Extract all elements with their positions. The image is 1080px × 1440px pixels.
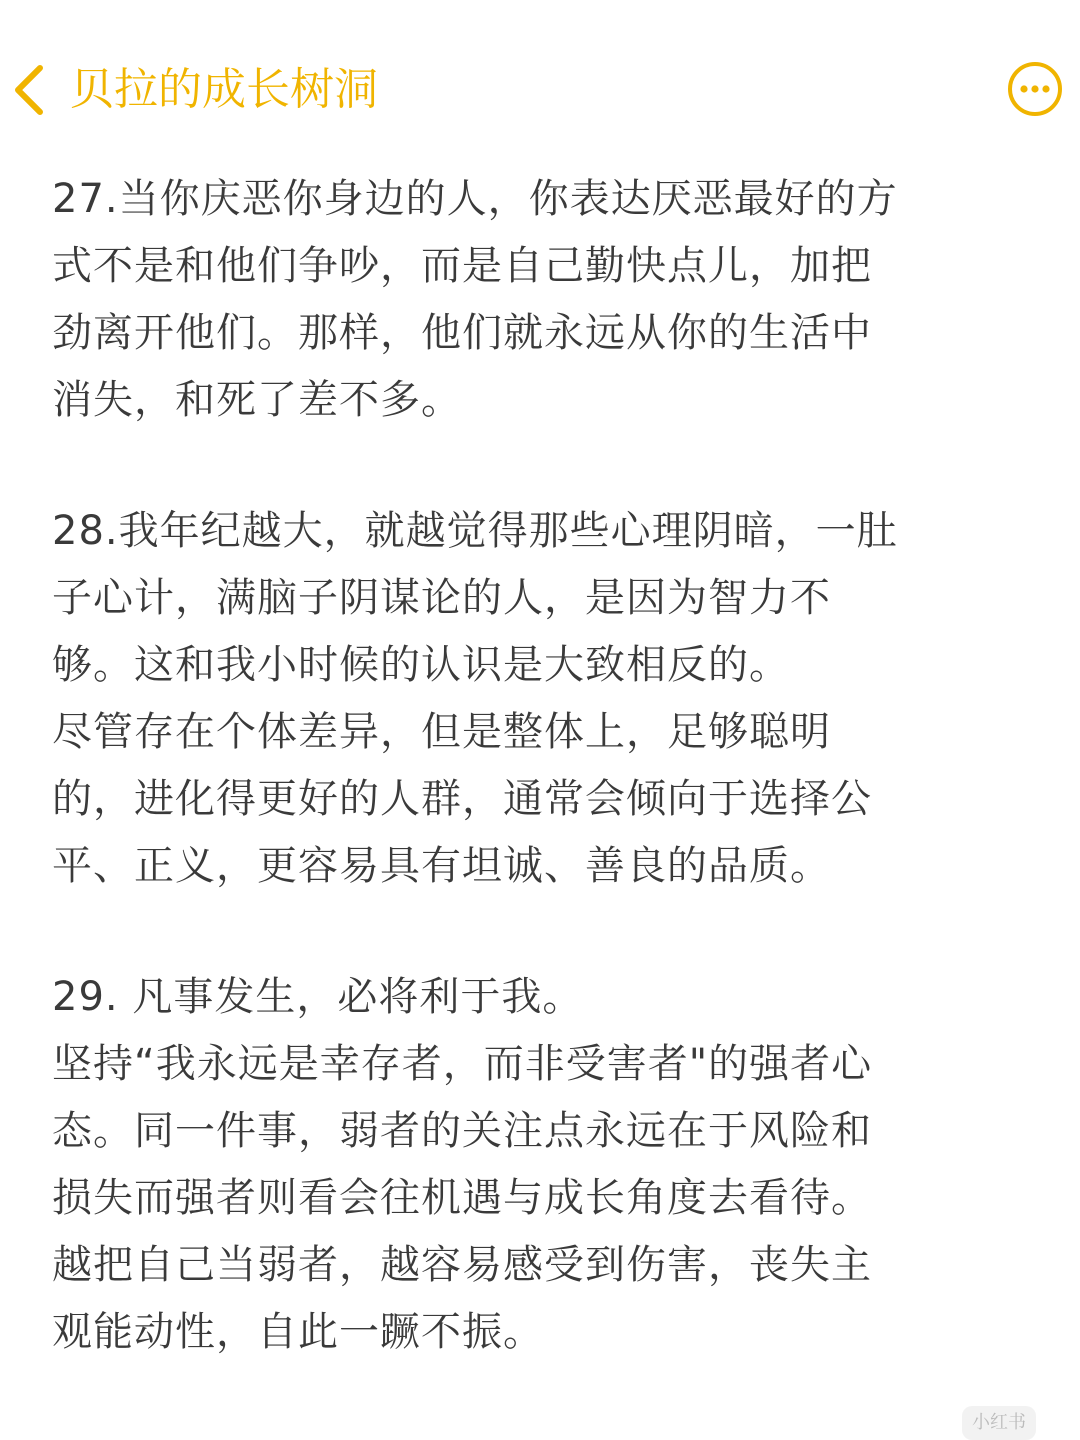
text-line: 平、正义，更容易具有坦诚、善良的品质。 bbox=[52, 843, 831, 889]
paragraph-spacer bbox=[52, 900, 1042, 964]
paragraph-27 bbox=[52, 166, 1042, 434]
text-line: 的，进化得更好的人群，通常会倾向于选择公 bbox=[52, 776, 872, 822]
text-line: 28.我年纪越大，就越觉得那些心理阴暗，一肚 bbox=[52, 508, 898, 554]
text-line: 越把自己当弱者，越容易感受到伤害，丧失主 bbox=[52, 1242, 872, 1288]
text-line: 损失而强者则看会往机遇与成长角度去看待。 bbox=[52, 1175, 872, 1221]
text-line: 尽管存在个体差异，但是整体上，足够聪明 bbox=[52, 709, 831, 755]
text-line: 消失，和死了差不多。 bbox=[52, 377, 462, 423]
text-line: 27.当你庆恶你身边的人，你表达厌恶最好的方 bbox=[52, 176, 898, 222]
more-options-button[interactable] bbox=[1008, 62, 1062, 116]
paragraph-28 bbox=[52, 498, 1042, 900]
text-line: 够。这和我小时候的认识是大致相反的。 bbox=[52, 642, 790, 688]
text-line: 子心计，满脑子阴谋论的人，是因为智力不 bbox=[52, 575, 831, 621]
text-line: 29. 凡事发生，必将利于我。 bbox=[52, 974, 584, 1020]
text-line: 式不是和他们争吵，而是自己勤快点儿，加把 bbox=[52, 243, 872, 289]
note-content bbox=[52, 166, 1042, 1366]
chevron-left-icon bbox=[8, 60, 52, 120]
top-nav-bar bbox=[0, 40, 1080, 140]
text-line: 观能动性，自此一蹶不振。 bbox=[52, 1309, 544, 1355]
text-line: 坚持“我永远是幸存者，而非受害者"的强者心 bbox=[52, 1041, 873, 1087]
watermark-logo: 小红书 bbox=[962, 1406, 1036, 1440]
text-line: 劲离开他们。那样，他们就永远从你的生活中 bbox=[52, 310, 872, 356]
back-button[interactable] bbox=[8, 60, 52, 120]
paragraph-29 bbox=[52, 964, 1042, 1366]
page-title: 贝拉的成长树洞 bbox=[70, 64, 378, 115]
text-line: 态。同一件事，弱者的关注点永远在于风险和 bbox=[52, 1108, 872, 1154]
paragraph-spacer bbox=[52, 434, 1042, 498]
more-horizontal-icon bbox=[1012, 66, 1058, 112]
